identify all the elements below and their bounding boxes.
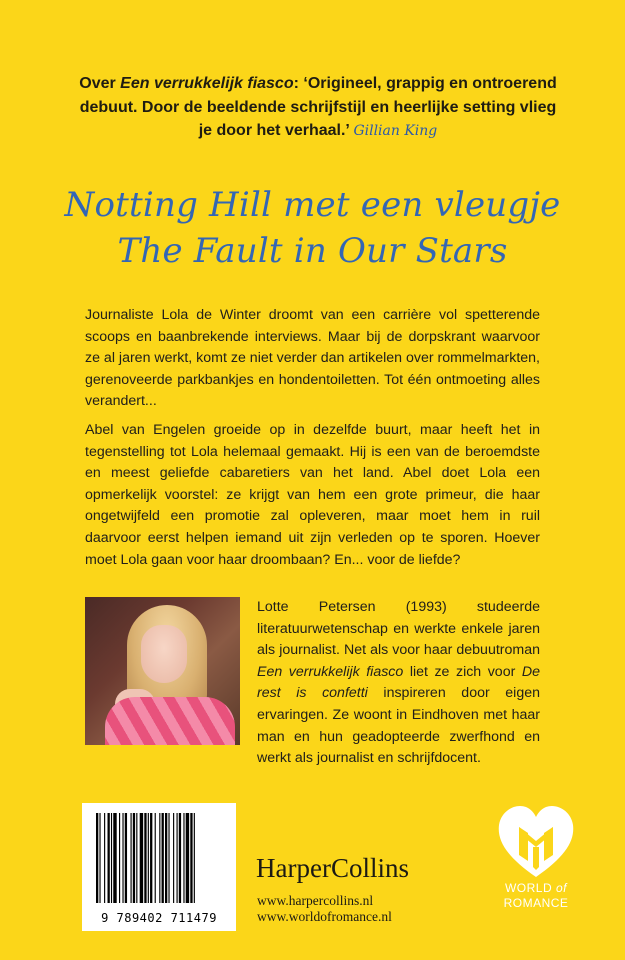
bio-text-1: Lotte Petersen (1993) studeerde literatuurwetenschap en werkte enkele jaren als journalist. Net als voor haar debuutroman xyxy=(257,599,540,659)
tagline-line-2: The Fault in Our Stars xyxy=(117,231,508,271)
tagline xyxy=(60,182,565,274)
logo-line-1: WORLD of xyxy=(504,881,567,895)
logo-line-2: ROMANCE xyxy=(503,896,569,910)
review-author: Gillian King xyxy=(353,123,438,139)
publisher-url-2: www.worldofromance.nl xyxy=(257,909,392,924)
review-text: : ‘Origineel, grappig en ontroerend debuut. Door de beeldende schrijfstijl en heerlijke setting vlieg je door het verhaal.’ xyxy=(79,75,557,139)
review-quote xyxy=(78,72,558,144)
tagline-line-1: Notting Hill met een vleugje xyxy=(64,185,561,225)
publisher-name: HarperCollins xyxy=(256,853,409,883)
isbn-number: 9 789402 711479 xyxy=(101,911,217,925)
bio-title-1: Een verrukkelijk fiasco xyxy=(257,663,404,680)
review-book-title: Een verrukkelijk fiasco xyxy=(120,75,294,92)
world-of-romance-logo xyxy=(488,803,584,923)
barcode xyxy=(82,803,236,931)
heart-book-icon xyxy=(495,803,577,881)
review-prefix: Over xyxy=(79,75,121,92)
blurb-paragraph-2: Abel van Engelen groeide op in dezelfde buurt, maar heeft het in tegenstelling tot Lola helemaal gemaakt. Hij is een van de beroemdste en meest geliefde cabaretiers van het land. Abel doet Lola een opmerkelijk voorstel: ze krijgt van hem een grote primeur, die haar ongetwijfeld een promotie zal opleveren, maar moet hem in ruil daarvoor eerst helpen iemand uit zijn verleden op te sporen. Hoever moet Lola gaan voor haar droombaan? En... voor de liefde? xyxy=(85,422,540,568)
bio-text-2: liet ze zich voor xyxy=(403,663,522,680)
bio-text-3: inspireren door eigen ervaringen. Ze woont in Eindhoven met haar man en hun geadopteerde zwerfhond en werkt als journalist en schrijfdocent. xyxy=(257,685,541,767)
author-bio xyxy=(257,597,540,770)
publisher-url-1: www.harpercollins.nl xyxy=(257,893,374,908)
blurb-paragraph-1: Journaliste Lola de Winter droomt van een carrière vol spetterende scoops en baanbrekende interviews. Maar bij de dorpskrant waarvoor ze al jaren werkt, komt ze niet verder dan artikelen over rommelmarkten, gerenoveerde parkbankjes en hondentoiletten. Tot één ontmoeting alles verandert... xyxy=(85,307,540,410)
barcode-bars xyxy=(94,813,224,909)
author-photo xyxy=(85,597,240,745)
bio-title-2: De rest is confetti xyxy=(257,663,540,702)
